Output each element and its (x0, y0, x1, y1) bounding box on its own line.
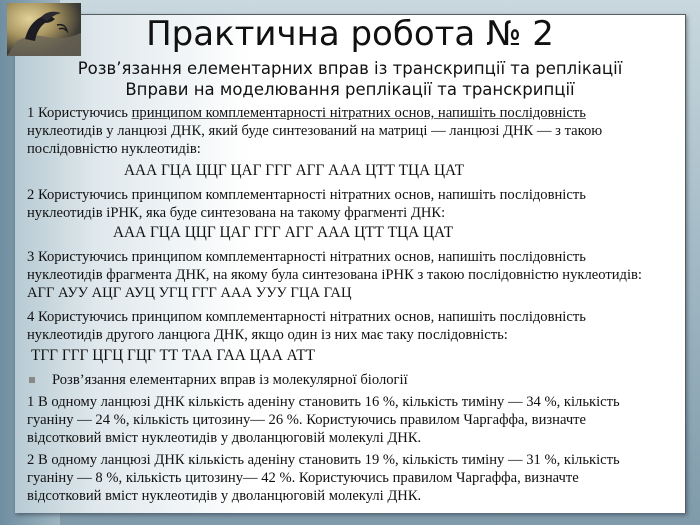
exercise-text: нуклеотидів у ланцюзі ДНК, який буде синтезований на матриці — ланцюзі ДНК — з такою (27, 123, 603, 139)
section-bullet (27, 371, 687, 389)
exercise-text: послідовністю нуклеотидів: (27, 141, 201, 157)
exercise-text: 1 В одному ланцюзі ДНК кількість аденіну становить 16 %, кількість тиміну — 34 %, кількість (27, 394, 620, 410)
rna-sequence: АГГ АУУ АЦГ АУЦ УГЦ ГГГ ААА УУУ ГЦА ГАЦ (27, 285, 352, 301)
slide-subtitle: Розв’язання елементарних вправ із транскрипції та реплікації (77, 59, 623, 78)
exercise-text: нуклеотидів фрагмента ДНК, на якому була синтезована іРНК з такою послідовністю нуклеотидів: (27, 267, 642, 283)
dna-sequence: ААА ГЦА ЦЦГ ЦАГ ГГГ АГГ ААА ЦТТ ТЦА ЦАТ (124, 162, 465, 179)
exercise-text-underlined: принципом комплементарності нітратних основ, напишіть послідовність (131, 105, 586, 121)
dragon-image-icon (7, 3, 81, 56)
exercise-text: 2 В одному ланцюзі ДНК кількість аденіну становить 19 %, кількість тиміну — 31 %, кількість (27, 452, 620, 468)
molecular-exercise-1 (27, 393, 687, 447)
bullet-square-icon (29, 377, 35, 383)
exercise-4 (27, 308, 687, 344)
dna-sequence: ТГГ ГГГ ЦГЦ ГЦГ ТТ ТАА ГАА ЦАА АТТ (31, 347, 315, 364)
exercise-text: відсотковий вміст нуклеотидів у дволанцюговій молекулі ДНК. (27, 430, 422, 446)
slide-content (27, 104, 687, 509)
slide-title: Практична робота № 2 (146, 14, 554, 54)
exercise-2 (27, 186, 687, 222)
bullet-text: Розв’язання елементарних вправ із молекулярної біології (52, 372, 408, 388)
exercise-3 (27, 248, 687, 302)
exercise-text: нуклеотидів іРНК, яка буде синтезована на такому фрагменті ДНК: (27, 205, 446, 221)
exercise-text: нуклеотидів другого ланцюга ДНК, якщо один із них має таку послідовність: (27, 327, 508, 343)
dna-sequence: ААА ГЦА ЦЦГ ЦАГ ГГГ АГГ ААА ЦТТ ТЦА ЦАТ (113, 224, 454, 241)
exercise-text: 1 Користуючись (27, 105, 132, 121)
exercise-text: 2 Користуючись принципом комплементарності нітратних основ, напишіть послідовність (27, 187, 586, 203)
exercise-text: гуаніну — 24 %, кількість цитозину— 26 %. Користуючись правилом Чаргаффа, визначте (27, 412, 587, 428)
exercise-1 (27, 104, 687, 158)
molecular-exercise-2 (27, 451, 687, 505)
slide-subtitle-2: Вправи на моделювання реплікації та транскрипції (125, 80, 575, 99)
exercise-text: гуаніну — 8 %, кількість цитозину— 42 %. Користуючись правилом Чаргаффа, визначте (27, 470, 579, 486)
exercise-text: 4 Користуючись принципом комплементарності нітратних основ, напишіть послідовність (27, 309, 586, 325)
exercise-text: 3 Користуючись принципом комплементарності нітратних основ, напишіть послідовність (27, 249, 586, 265)
exercise-text: відсотковий вміст нуклеотидів у дволанцюговій молекулі ДНК. (27, 488, 422, 504)
